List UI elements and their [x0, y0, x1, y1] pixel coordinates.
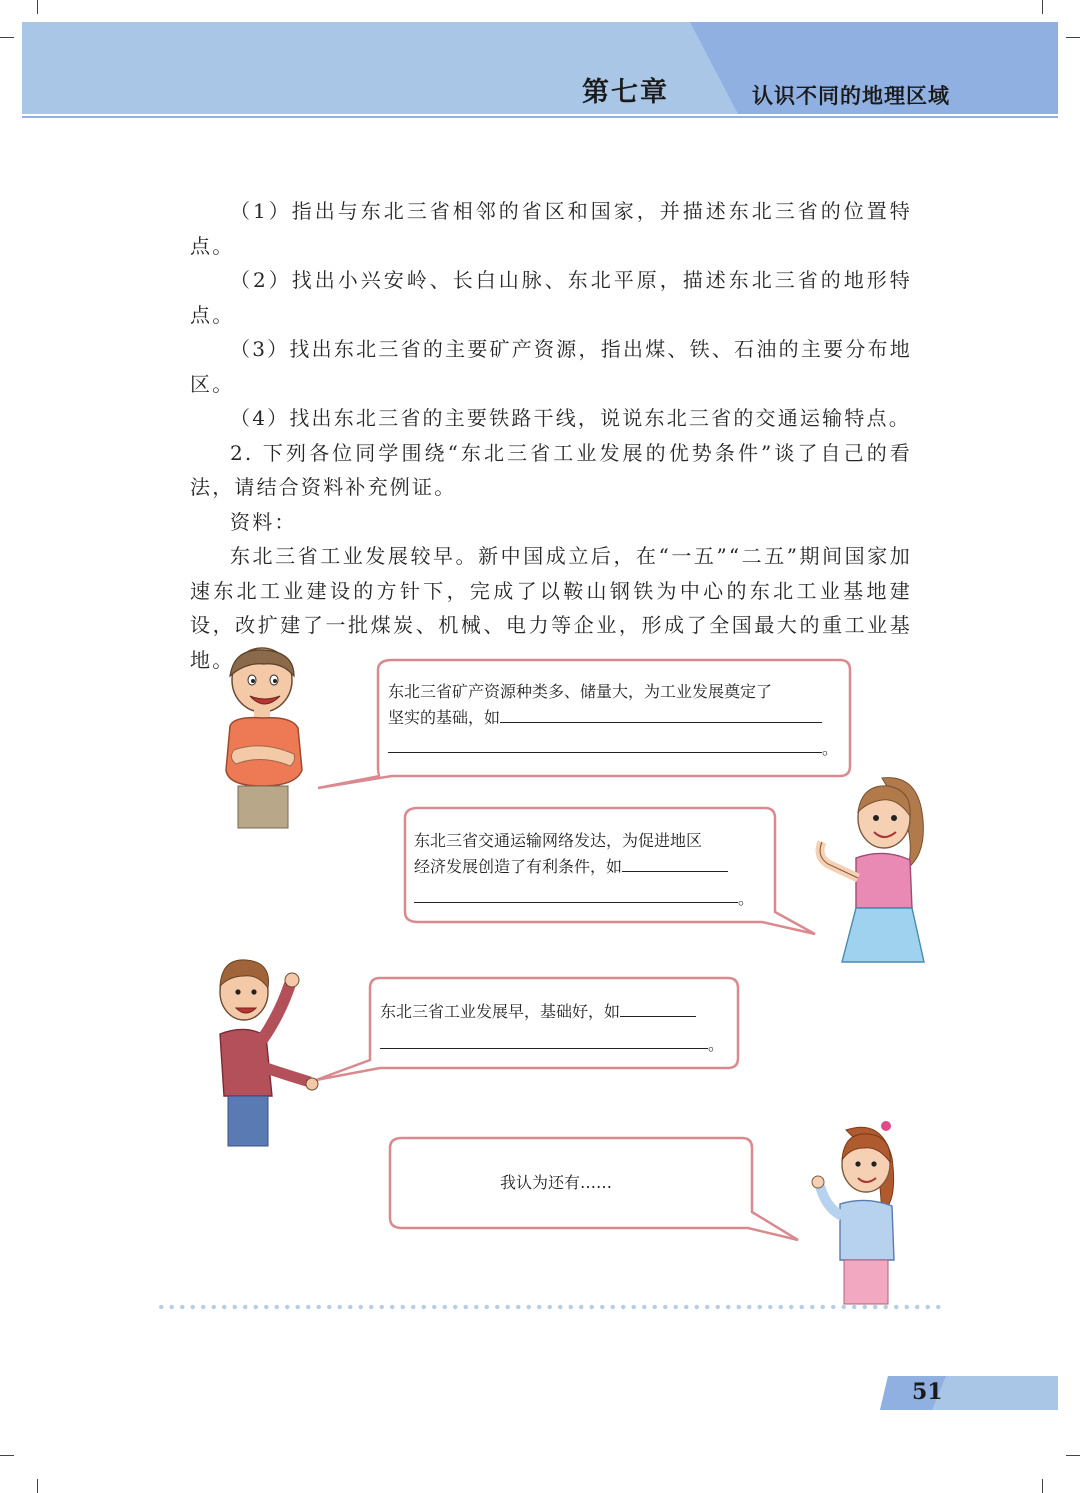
- dotted-divider: [156, 1304, 946, 1310]
- bubble-3-text: [380, 998, 696, 1024]
- bubble-2-line-1: 东北三省交通运输网络发达，为促进地区: [414, 831, 703, 850]
- question-1: （1）指出与东北三省相邻的省区和国家，并描述东北三省的位置特点。: [190, 199, 912, 258]
- answer-blank[interactable]: [414, 902, 738, 903]
- material-label: 资料：: [230, 509, 297, 534]
- bubble-2-line-2: [414, 853, 728, 879]
- blank-period: 。: [738, 889, 755, 908]
- boy-pointing-illustration: [206, 954, 322, 1150]
- question-2: （2）找出小兴安岭、长白山脉、东北平原，描述东北三省的地形特点。: [190, 268, 912, 327]
- page-number: 51: [912, 1379, 943, 1405]
- bubble-3-outline: [316, 978, 738, 1080]
- girl-thumbs-up-illustration: [806, 1112, 910, 1308]
- bubble-3-line-1: [380, 998, 696, 1024]
- bubble-2-line-2-label: 经济发展创造了有利条件，如: [414, 857, 623, 876]
- answer-blank[interactable]: [380, 1048, 708, 1049]
- answer-blank[interactable]: [622, 853, 728, 872]
- question-5: 2. 下列各位同学围绕“东北三省工业发展的优势条件”谈了自己的看法，请结合资料补充例证。: [190, 440, 912, 499]
- bubble-1-line-2: [388, 704, 822, 730]
- answer-blank[interactable]: [500, 704, 822, 723]
- chapter-number: 第七章: [582, 77, 669, 108]
- boy-arms-crossed-illustration: [212, 646, 312, 832]
- bubble-1-line-2-label: 坚实的基础，如: [388, 708, 501, 727]
- bubble-2-text: [414, 828, 728, 879]
- question-3: （3）找出东北三省的主要矿产资源，指出煤、铁、石油的主要分布地区。: [190, 337, 912, 396]
- bubble-4-text: 我认为还有……: [500, 1173, 613, 1192]
- blank-period: 。: [708, 1035, 725, 1054]
- answer-blank[interactable]: [388, 752, 822, 753]
- material-text: 东北三省工业发展较早。新中国成立后，在“一五”“二五”期间国家加速东北工业建设的方针下，完成了以鞍山钢铁为中心的东北工业基地建设，改扩建了一批煤炭、机械、电力等企业，形成了全国最大的重工业基地。: [190, 544, 912, 672]
- chapter-title: 认识不同的地理区域: [752, 83, 950, 108]
- bubble-1-text: [388, 679, 822, 730]
- answer-blank[interactable]: [620, 998, 696, 1017]
- bubble-1-line-1: 东北三省矿产资源种类多、储量大，为工业发展奠定了: [388, 682, 773, 701]
- bubble-3-line-1-label: 东北三省工业发展早，基础好，如: [380, 1002, 621, 1021]
- girl-ponytail-illustration: [812, 772, 934, 968]
- question-4: （4）找出东北三省的主要铁路干线，说说东北三省的交通运输特点。: [230, 406, 911, 430]
- blank-period: 。: [822, 739, 839, 758]
